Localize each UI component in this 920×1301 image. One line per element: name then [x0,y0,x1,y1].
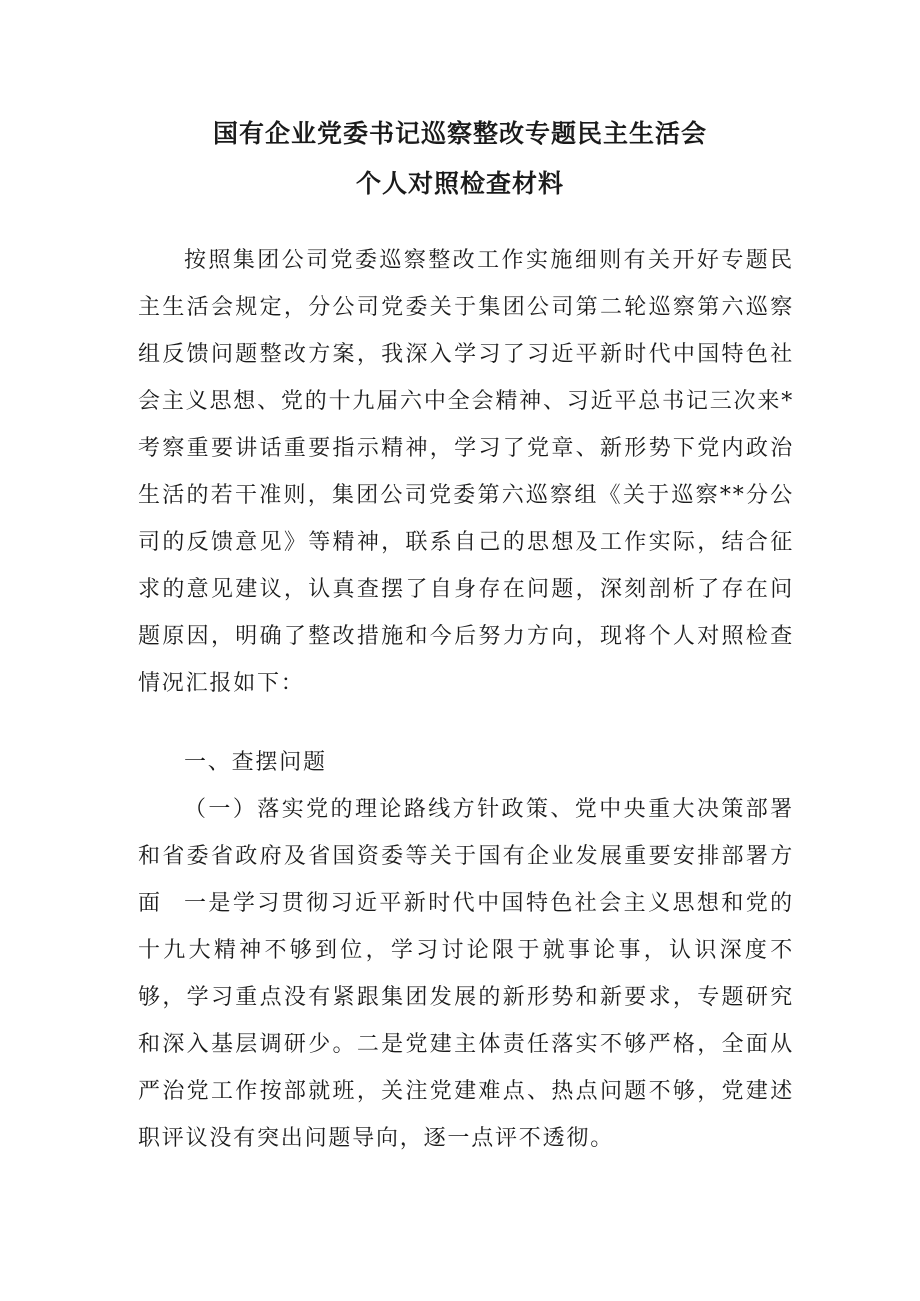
section-heading: 一、查摆问题 [184,750,327,775]
document-title-line-2: 个人对照检查材料 [355,169,564,198]
body-paragraph: 一是学习贯彻习近平新时代中国特色社会主义思想和党的十九大精神不够到位，学习讨论限于就事论事，认识深度不够，学习重点没有紧跟集团发展的新形势和新要求，专题研究和深入基层调研少。二是党建主体责任落实不够严格，全面从严治党工作按部就班，关注党建难点、热点问题不够，党建述职评议没有突出问题导向，逐一点评不透彻。 [138,891,794,1151]
intro-paragraph: 按照集团公司党委巡察整改工作实施细则有关开好专题民主生活会规定，分公司党委关于集团公司第二轮巡察第六巡察组反馈问题整改方案，我深入学习了习近平新时代中国特色社会主义思想、党的十九届六中全会精神、习近平总书记三次来*考察重要讲话重要指示精神，学习了党章、新形势下党内政治生活的若干准则，集团公司党委第六巡察组《关于巡察**分公司的反馈意见》等精神，联系自己的思想及工作实际，结合征求的意见建议，认真查摆了自身存在问题，深刻剖析了存在问题原因，明确了整改措施和今后努力方向，现将个人对照检查情况汇报如下： [138,248,794,696]
subsection-heading: （一）落实党的理论路线方针政策、党中央重大决策部署和省委省政府及省国资委等关于国有企业发展重要安排部署方面 [138,797,794,916]
document-title-line-1: 国有企业党委书记巡察整改专题民主生活会 [212,119,707,148]
